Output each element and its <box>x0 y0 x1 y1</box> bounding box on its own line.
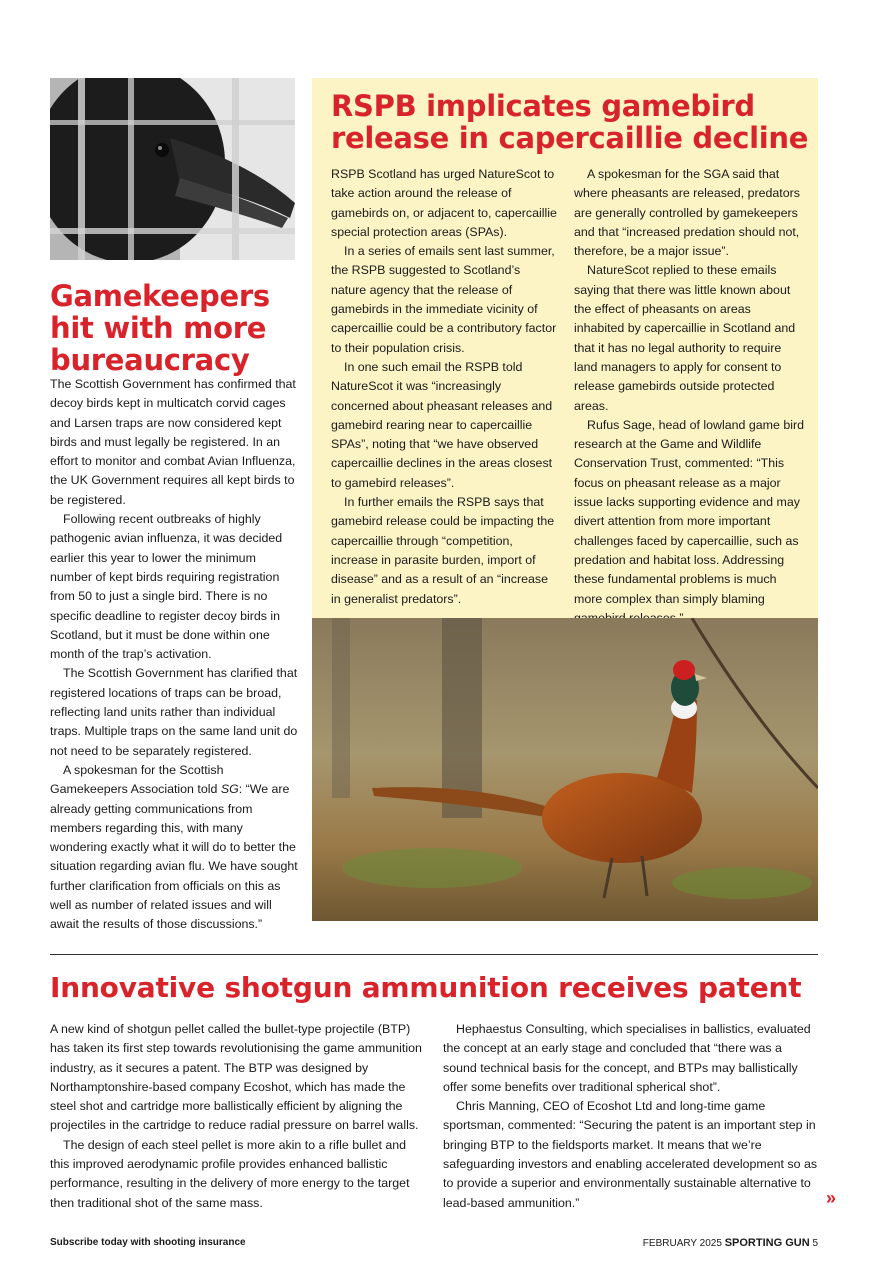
box-article-column-2 <box>574 165 804 628</box>
bottom-article-paragraph: The design of each steel pellet is more akin to a rifle bullet and this improved aerodynamic profile provides enhanced ballistic performance, resulting in the delivery of more energy to the target then traditional shot of the same mass. <box>50 1137 410 1210</box>
magazine-name: SPORTING GUN <box>724 1237 810 1249</box>
left-article-paragraph: The Scottish Government has clarified that registered locations of traps can be broad, reflecting land units rather than individual traps. Multiple traps on the same land unit do not need to be separately registered. <box>50 666 298 758</box>
crow-photo <box>50 78 295 260</box>
issue-date: FEBRUARY 2025 <box>642 1238 722 1249</box>
quote-lead: A spokesman for the Scottish Gamekeepers Association told <box>50 762 224 797</box>
box-article-paragraph: RSPB Scotland has urged NatureScot to take action around the release of gamebirds on, or adjacent to, capercaillie special protection areas (SPAs). <box>331 167 557 239</box>
pheasant-photo <box>312 618 818 921</box>
bottom-article-paragraph: A new kind of shotgun pellet called the bullet-type projectile (BTP) has taken its first step towards revolutionising the game ammunition industry, as it secures a patent. The BTP was designed by Northamptonshire-based company Ecoshot, which has made the steel shot and cartridge more ballistically efficient by aligning the projectiles in the cartridge to reduce radial pressure on barrel walls. <box>50 1022 422 1133</box>
page-number: 5 <box>812 1238 818 1249</box>
bottom-article-paragraph: Hephaestus Consulting, which specialises in ballistics, evaluated the concept at an early stage and concluded that “there was a sound technical basis for the concept, and BTPs may ballistically offer some benefits over traditional spherical shot”. <box>443 1022 811 1094</box>
box-article-paragraph: In further emails the RSPB says that gamebird release could be impacting the capercaillie through “competition, increase in parasite burden, import of disease” and as a result of an “increase in generalist predators”. <box>331 495 555 606</box>
magazine-abbrev: SG <box>220 782 239 797</box>
footer-folio <box>643 1236 818 1251</box>
bottom-article-headline: Innovative shotgun ammunition receives patent <box>50 971 802 1004</box>
box-article-headline: RSPB implicates gamebird release in capercaillie decline <box>331 89 809 155</box>
section-divider <box>50 954 818 955</box>
box-article-paragraph: NatureScot replied to these emails saying that there was little known about the effect of pheasants on areas inhabited by capercaillie in Scotland and that it has no legal authority to require land managers to apply for consent to release gamebirds outside protected areas. <box>574 263 796 413</box>
footer-subscribe-text: Subscribe today with shooting insurance <box>50 1237 246 1248</box>
continue-chevron-icon: » <box>826 1188 837 1208</box>
box-article-column-1 <box>331 165 557 609</box>
bottom-article-paragraph: Chris Manning, CEO of Ecoshot Ltd and long-time game sportsman, commented: “Securing the patent is an important step in bringing BTP to the fieldsports market. It means that we’re safeguarding investors and enabling accelerated development so as to provide a superior and environmentally sustainable alternative to lead-based ammunition.” <box>443 1099 818 1210</box>
bottom-article-column-2 <box>443 1020 818 1213</box>
left-article-body <box>50 375 298 935</box>
left-article-paragraph <box>50 761 298 935</box>
pheasant-illustration <box>312 618 818 921</box>
box-article-paragraph: A spokesman for the SGA said that where pheasants are released, predators are generally controlled by gamekeepers and that “increased predation should not, therefore, be a major issue”. <box>574 167 800 259</box>
left-article-paragraph: Following recent outbreaks of highly pathogenic avian influenza, it was decided earlier this year to lower the minimum number of kept birds requiring registration from 50 to just a single bird. There is no specific deadline to register decoy birds in Scotland, but it must be done within one month of the trap’s activation. <box>50 512 283 662</box>
left-article-paragraph: The Scottish Government has confirmed that decoy birds kept in multicatch corvid cages and Larsen traps are now considered kept birds and must legally be registered. In an effort to monitor and combat Avian Influenza, the UK Government requires all kept birds to be registered. <box>50 377 296 507</box>
box-article-paragraph: In one such email the RSPB told NatureScot it was “increasingly concerned about pheasant releases and gamebird rearing near to capercaillie SPAs”, noting that “we have observed capercaillie declines in the areas closest to gamebird releases”. <box>331 359 553 490</box>
left-article-headline: Gamekeepers hit with more bureaucracy <box>50 279 270 377</box>
box-article-paragraph: In a series of emails sent last summer, the RSPB suggested to Scotland’s nature agency that the release of gamebirds in the immediate vicinity of capercaillie could be a contributory factor to their population crisis. <box>331 244 557 355</box>
quote-text: : “We are already getting communications from members regarding this, with many wondering exactly what it will do to better the situation regarding avian flu. We have sought further clarification from officials on this as well as number of related issues and will await the results of those discussions.” <box>50 782 298 932</box>
crow-illustration <box>50 78 295 260</box>
box-article-paragraph: Rufus Sage, head of lowland game bird research at the Game and Wildlife Conservation Trust, commented: “This focus on pheasant release as a major issue lacks supporting evidence and may divert attention from more important challenges faced by capercaillie, such as predation and habitat loss. Addressing these fundamental problems is much more complex than simply blaming <box>574 417 804 606</box>
bottom-article-column-1 <box>50 1020 425 1213</box>
